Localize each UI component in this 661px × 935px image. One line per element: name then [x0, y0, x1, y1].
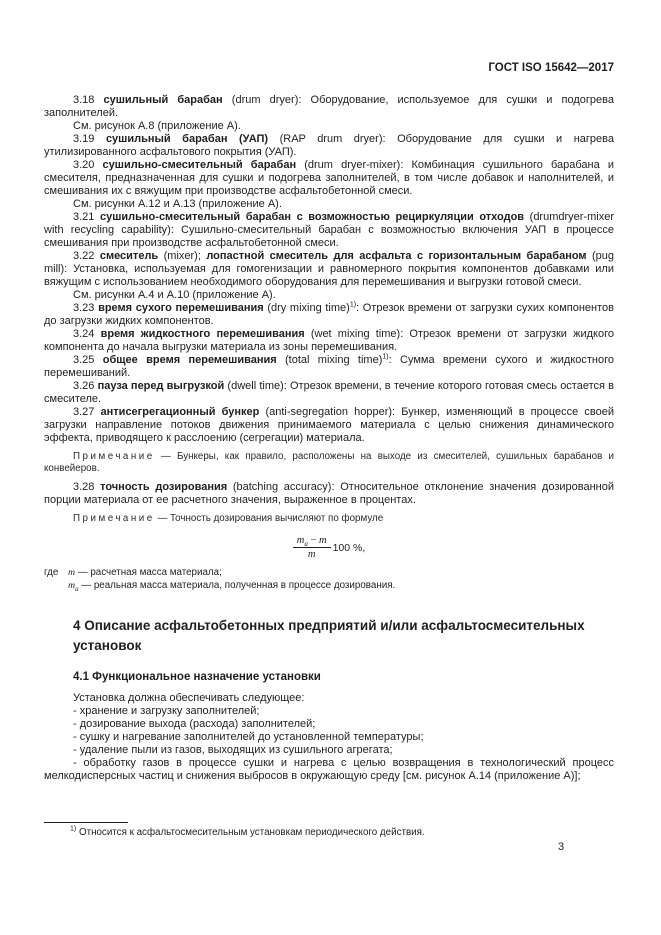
where-sub-2: а	[75, 584, 79, 593]
formula	[44, 535, 614, 560]
list-paragraph: - сушку и нагревание заполнителей до установленной температуры;	[73, 731, 424, 743]
page-number: 3	[558, 841, 565, 853]
section-4-1-heading: 4.1 Функциональное назначение установки	[73, 671, 321, 683]
where-var-ma: m	[68, 580, 76, 591]
term-paragraph: См. рисунок А.8 (приложение А).	[73, 120, 241, 132]
list-paragraph: - хранение и загрузку заполнителей;	[73, 705, 260, 717]
formula-var-ma: m	[296, 535, 305, 546]
term-paragraph: 3.19 сушильный барабан (УАП) (RAP drum dryer): Оборудование для сушки и нагрева утилизированного асфальтового покрытия (УАП).	[44, 133, 614, 158]
where-label: где	[44, 567, 59, 578]
footnote-text	[44, 827, 614, 839]
where-var-m: m	[68, 567, 76, 578]
formula-var-m: m	[318, 535, 327, 546]
section-4-heading: 4 Описание асфальтобетонных предприятий и/или асфальтосмесительных установок	[73, 618, 585, 653]
term-paragraph: См. рисунки А.12 и А.13 (приложение А).	[73, 198, 282, 210]
page-content	[44, 62, 614, 783]
where-block	[44, 566, 614, 592]
term-paragraph: 3.27 антисегрегационный бункер (anti-segregation hopper): Бункер, изменяющий в процессе своей загрузки направление потоков движения принимаемого материала с целью снижения динамического эффекта, приводящего к расслоению (сегрегации) материала.	[44, 406, 615, 444]
footnote-body: Относится к асфальтосмесительным установкам периодического действия.	[76, 827, 425, 838]
formula-subscript: а	[304, 540, 308, 549]
list-paragraph: - обработку газов в процессе сушки и нагрева с целью возвращения в технологический процесс мелкодисперсных частиц и снижения выбросов в окружающую среду [см. рисунок А.14 (приложение А)];	[44, 757, 614, 782]
list-paragraph: - дозирование выхода (расхода) заполнителей;	[73, 718, 316, 730]
term-paragraph: 3.24 время жидкостного перемешивания (wet mixing time): Отрезок времени от загрузки жидкого компонента до начала выгрузки материала из зоны перемешивания.	[44, 328, 614, 353]
note-paragraph: Примечание — Бункеры, как правило, расположены на выходе из смесителей, сушильных барабанов и конвейеров.	[44, 451, 614, 474]
formula-numerator	[293, 535, 331, 548]
footnote	[44, 822, 614, 839]
term-paragraph: 3.22 смеситель (mixer); лопастной смеситель для асфальта с горизонтальным барабаном (pug mill): Установка, используемая для гомогенизации и равномерного покрытия компонентов добавками или вяжущим с использованием необходимого оборудования для перемешивания и выгрузки готовой смеси.	[44, 250, 614, 288]
term-paragraph: 3.21 сушильно-смесительный барабан с возможностью рециркуляции отходов (drumdryer-mixer with recycling capability): Сушильно-смесительный барабан с возможностью включения УАП в процессе смешивания при производстве асфальтобетонной смеси.	[44, 211, 614, 249]
term-paragraph: 3.23 время сухого перемешивания (dry mixing time)$^{1)}$: Отрезок времени от загрузки сухих компонентов до загрузки жидких компонентов.	[44, 301, 614, 327]
list-paragraph: - удаление пыли из газов, выходящих из сушильного агрегата;	[73, 744, 393, 756]
where-def-1: — расчетная масса материала;	[77, 567, 222, 578]
formula-var-m-den: m	[307, 549, 316, 560]
term-paragraph: 3.20 сушильно-смесительный барабан (drum dryer-mixer): Комбинация сушильного барабана и смесителя, предназначенная для сушки и подогрева заполнителей, в том числе добавок и наполнителей, и смешивания их с вяжущим при производстве асфальтобетонной смеси.	[44, 159, 615, 197]
footnote-rule	[44, 822, 128, 823]
list-paragraph: Установка должна обеспечивать следующее:	[73, 692, 305, 704]
term-paragraph: 3.28 точность дозирования (batching accuracy): Относительное отклонение значения дозированной порции материала от ее расчетного значения, выраженное в процентах.	[44, 481, 615, 506]
footnote-marker: 1)	[70, 825, 77, 833]
terms-section	[44, 94, 614, 525]
where-line-2	[44, 579, 614, 592]
running-header	[44, 62, 614, 74]
term-paragraph: 3.26 пауза перед выгрузкой (dwell time): Отрезок времени, в течение которого готовая смесь остается в смесителе.	[44, 380, 614, 405]
formula-minus: −	[307, 535, 319, 546]
term-paragraph: 3.18 сушильный барабан (drum dryer): Оборудование, используемое для сушки и подогрева заполнителей.	[44, 94, 614, 119]
doc-code: ГОСТ ISO 15642—2017	[488, 62, 614, 74]
term-paragraph: См. рисунки А.4 и А.10 (приложение А).	[73, 289, 276, 301]
term-paragraph: 3.25 общее время перемешивания (total mixing time)$^{1)}$: Сумма времени сухого и жидкостного перемешиваний.	[44, 353, 615, 379]
formula-denominator	[308, 548, 316, 560]
where-def-2: — реальная масса материала, полученная в процессе дозирования.	[81, 580, 396, 591]
where-line-1	[44, 566, 614, 579]
functional-requirements-list	[44, 692, 614, 783]
formula-factor: 100 %,	[332, 541, 366, 554]
note-paragraph: Примечание — Точность дозирования вычисляют по формуле	[73, 513, 384, 524]
formula-fraction	[293, 535, 331, 560]
